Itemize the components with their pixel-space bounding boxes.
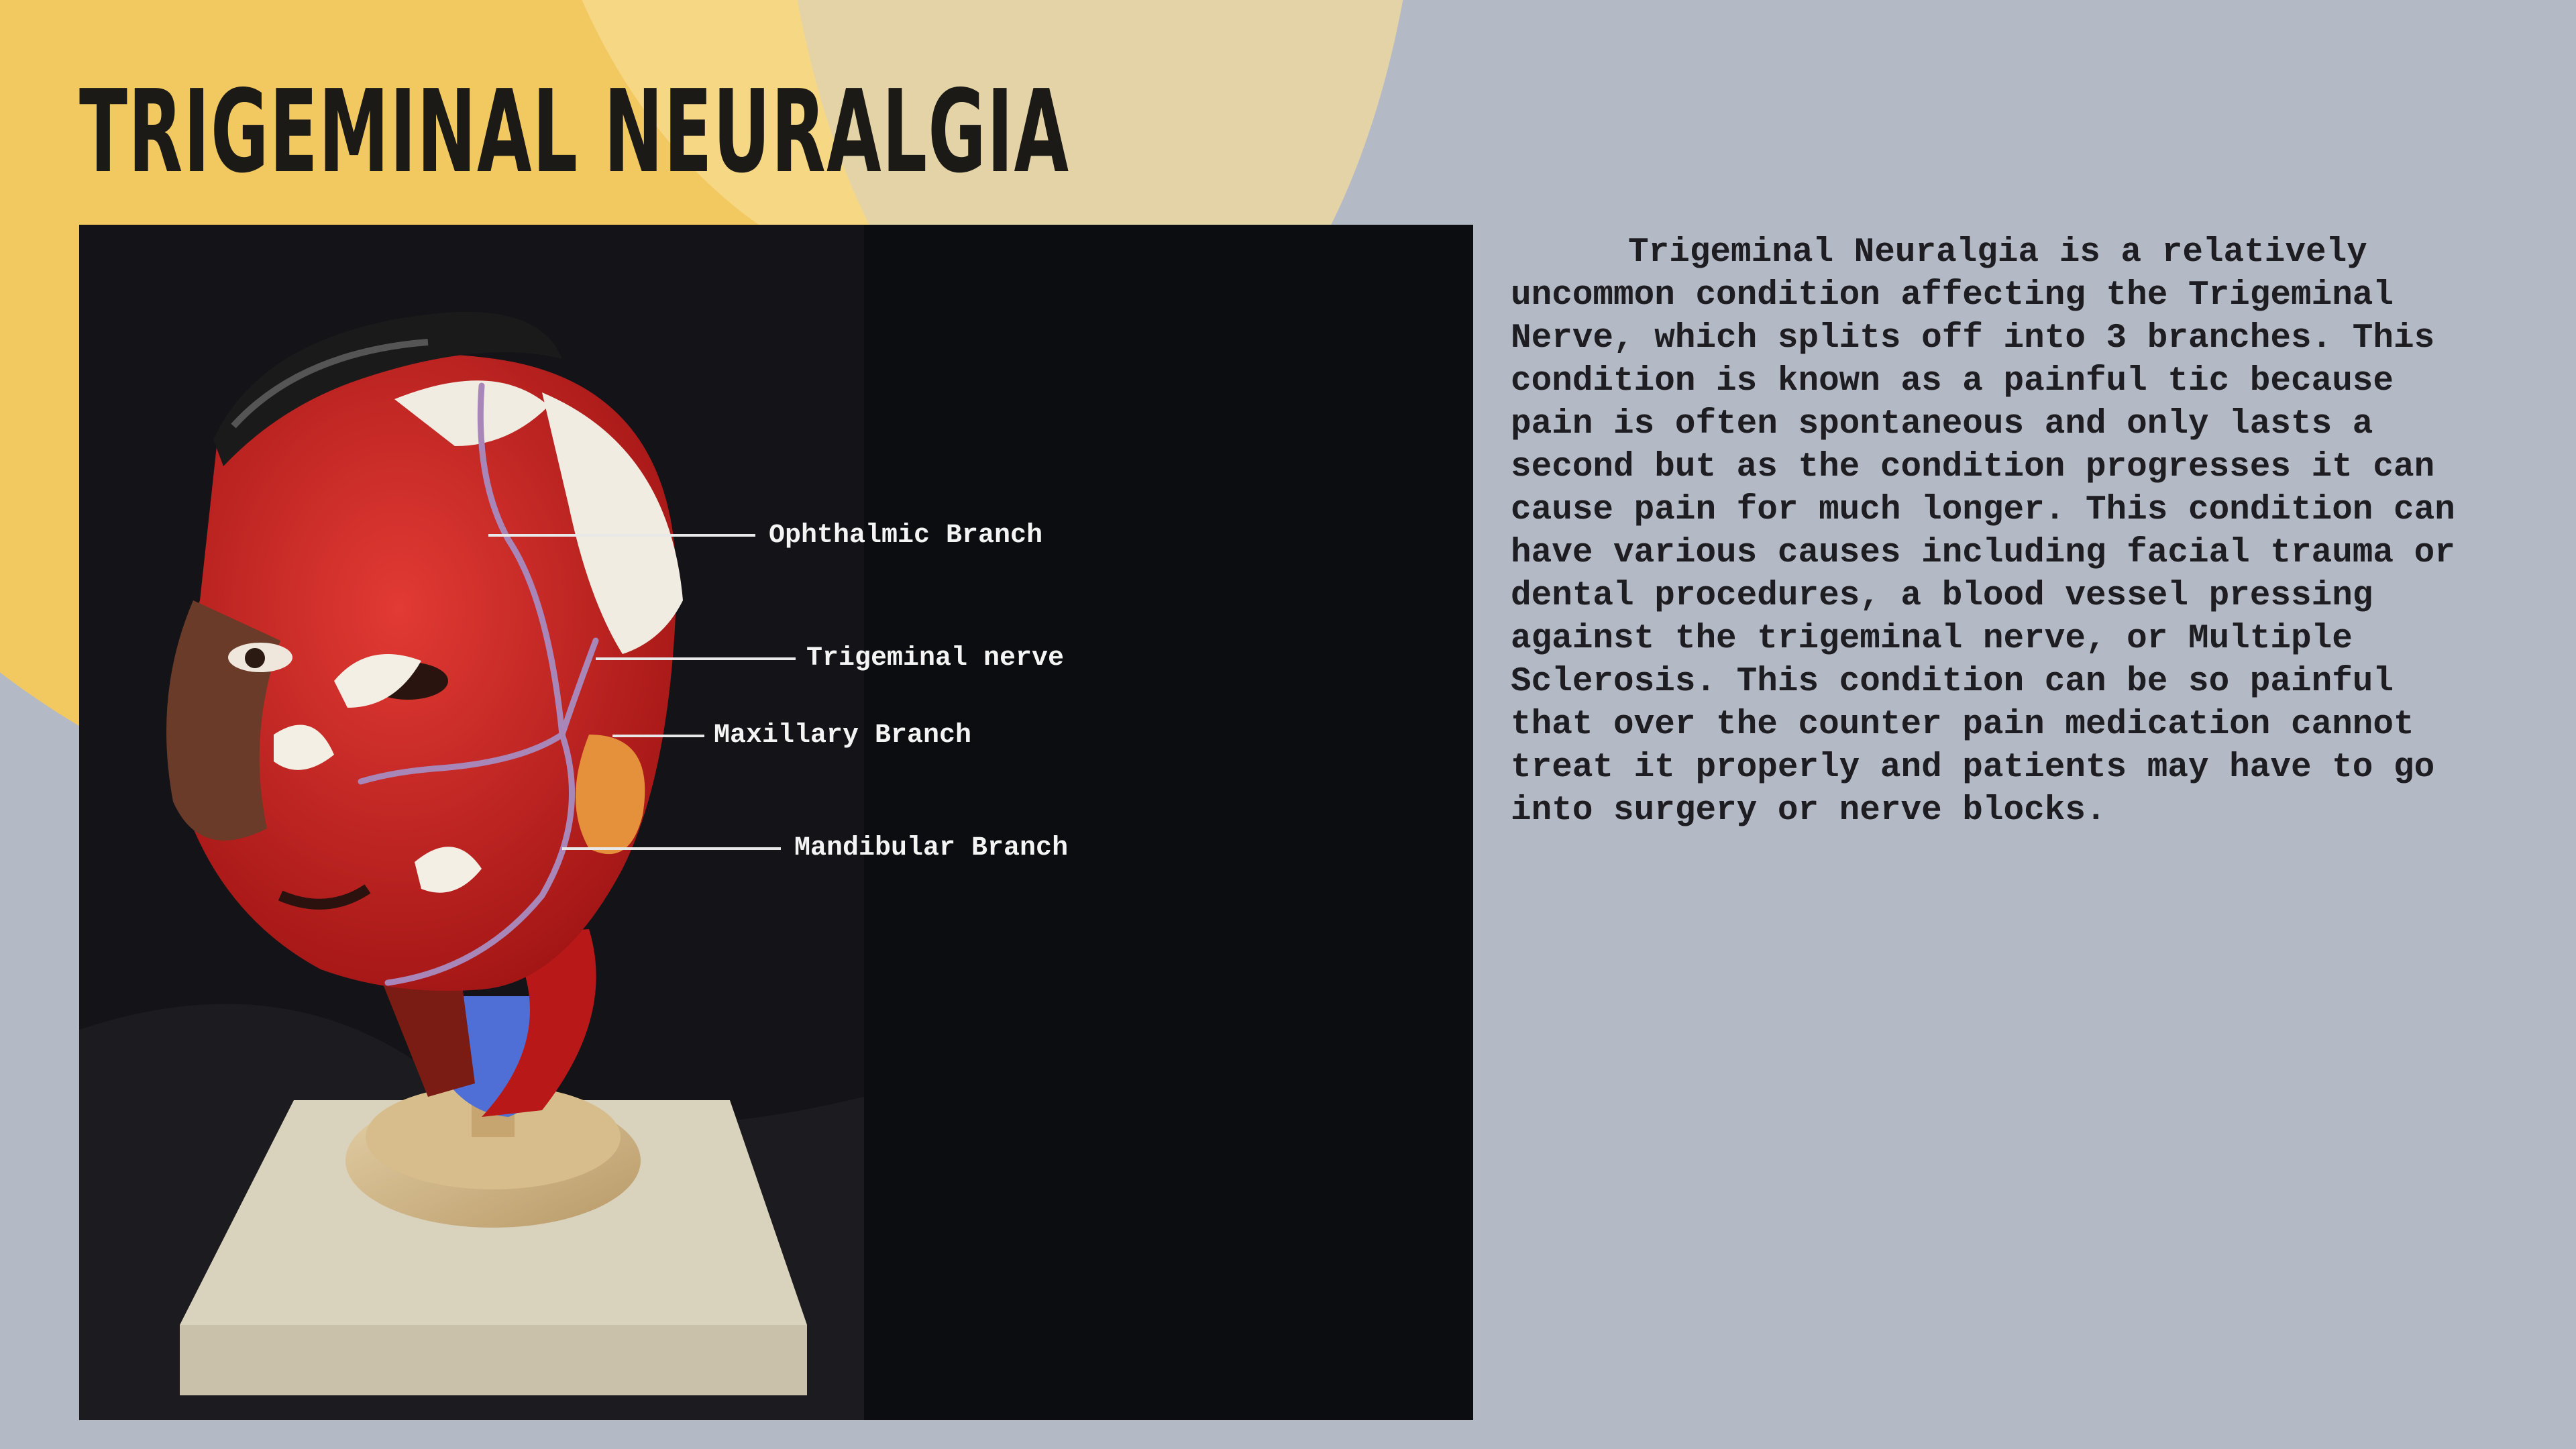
callout-ophthalmic-branch: Ophthalmic Branch <box>769 521 1043 551</box>
anatomy-model-photo <box>79 225 1473 1420</box>
slide-title: TRIGEMINAL NEURALGIA <box>79 66 1070 199</box>
callout-trigeminal-nerve: Trigeminal nerve <box>806 643 1065 674</box>
callout-mandibular-branch: Mandibular Branch <box>794 833 1069 863</box>
body-paragraph: Trigeminal Neuralgia is a relatively uncommon condition affecting the Trigeminal Nerve, which splits off into 3 branches. This condition is known as a painful tic because pain is often spontaneous and only lasts a second but as the condition progresses it can cause pain for much longer. This condition can have various causes including facial trauma or dental procedures, a blood vessel pressing against the trigeminal nerve, or Multiple Sclerosis. This condition can be so painful that over the counter pain medication cannot treat it properly and patients may have to go into surgery or nerve blocks. <box>1511 233 2455 830</box>
head-model-illustration <box>79 225 1473 1420</box>
callout-maxillary-branch: Maxillary Branch <box>714 720 972 751</box>
